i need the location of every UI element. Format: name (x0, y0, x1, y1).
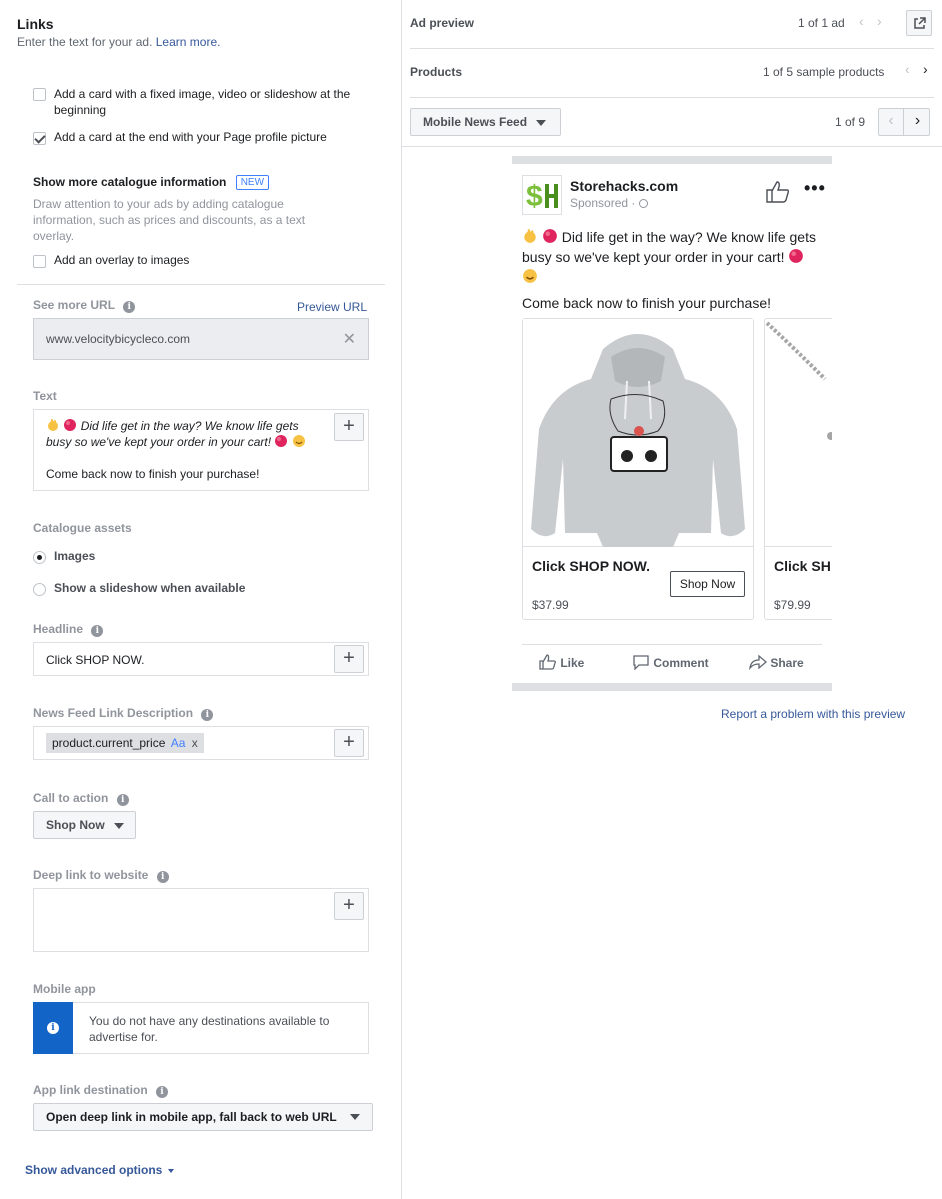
post-line-1-text: Did life get in the way? We know life gets (561, 229, 816, 245)
info-icon[interactable]: i (91, 625, 103, 637)
catalogue-description: Draw attention to your ads by adding catalogue information, such as prices and discounts, as a text overlay. (33, 197, 306, 243)
slideshow-radio-label: Show a slideshow when available (54, 581, 246, 595)
frame-top-bar (512, 156, 832, 164)
prev-ad-chevron-icon[interactable]: ‹ (859, 13, 864, 29)
products-count: 1 of 5 sample products (763, 65, 885, 79)
info-icon[interactable]: i (123, 301, 135, 313)
overlay-label: Add an overlay to images (54, 253, 190, 267)
ad-preview-panel (402, 0, 942, 1199)
post-line-3: Come back now to finish your purchase! (522, 295, 772, 311)
comment-icon (632, 654, 650, 670)
card-headline: Click SHOP NOW. (532, 558, 650, 574)
card-price: $79.99 (774, 598, 811, 612)
catalogue-assets-label: Catalogue assets (33, 521, 132, 535)
fixed-card-label: Add a card with a fixed image, video or slideshow at the beginning (54, 87, 351, 117)
sponsored-text: Sponsored · (570, 196, 636, 210)
slideshow-radio[interactable] (33, 583, 46, 596)
mobile-app-message: You do not have any destinations available to advertise for. (89, 1014, 330, 1044)
mobile-app-label: Mobile app (33, 982, 96, 996)
frame-bottom-bar (512, 683, 832, 691)
mobile-app-notice (33, 1002, 369, 1054)
deep-link-label (33, 868, 169, 883)
deep-link-input[interactable] (33, 888, 369, 952)
card-headline: Click SH (774, 558, 831, 574)
product-image[interactable] (523, 319, 753, 547)
text-line-3: Come back now to finish your purchase! (46, 467, 260, 481)
card-price: $37.99 (532, 598, 569, 612)
wave-emoji-icon (522, 228, 538, 248)
app-link-label (33, 1083, 168, 1098)
headline-input[interactable] (33, 642, 369, 676)
storehacks-logo-icon (523, 176, 561, 214)
thumbs-up-icon[interactable] (765, 180, 791, 207)
smile-emoji-icon (292, 434, 306, 452)
page-logo[interactable] (522, 175, 562, 215)
page-name[interactable]: Storehacks.com (570, 178, 679, 194)
cta-value: Shop Now (46, 818, 105, 832)
token-remove-icon[interactable]: x (191, 736, 198, 750)
clear-icon[interactable]: ✕ (342, 331, 356, 348)
catalogue-heading (33, 175, 269, 190)
learn-more-link[interactable]: Learn more. (155, 35, 221, 49)
info-icon: i (47, 1022, 59, 1034)
comment-action[interactable] (632, 654, 709, 670)
cta-label (33, 791, 129, 806)
add-button[interactable]: + (334, 892, 364, 920)
images-radio-label: Images (54, 549, 96, 563)
placement-count: 1 of 9 (835, 115, 866, 129)
fixed-card-checkbox[interactable] (33, 88, 46, 101)
info-icon[interactable]: i (157, 871, 169, 883)
chevron-down-icon (114, 823, 124, 829)
divider (17, 284, 385, 285)
headline-value: Click SHOP NOW. (46, 653, 145, 667)
products-label: Products (410, 65, 463, 79)
text-line-2-value: busy so we've kept your order in your cart! (46, 435, 272, 449)
placement-dropdown[interactable] (410, 108, 561, 136)
overlay-checkbox[interactable] (33, 255, 46, 268)
app-link-value: Open deep link in mobile app, fall back to web URL (46, 1110, 337, 1124)
link-description-label (33, 706, 213, 721)
shop-now-button[interactable]: Shop Now (670, 571, 745, 597)
like-icon (539, 654, 557, 670)
post-line-2-text: busy so we've kept your order in your cart! (522, 249, 785, 265)
sponsored-label (570, 196, 648, 210)
product-price-token[interactable] (46, 733, 204, 753)
carousel-card[interactable] (522, 318, 754, 620)
next-placement-chevron-icon[interactable]: › (914, 112, 921, 129)
stop-emoji-icon (274, 434, 288, 452)
cta-dropdown[interactable] (33, 811, 136, 839)
add-button[interactable]: + (334, 645, 364, 673)
globe-icon (639, 199, 648, 208)
see-more-url-label-text: See more URL (33, 298, 115, 312)
url-value: www.velocitybicycleco.com (46, 332, 191, 346)
divider (410, 97, 934, 98)
product-image[interactable] (765, 319, 832, 547)
chevron-down-icon (350, 1114, 360, 1120)
comment-label: Comment (653, 656, 709, 670)
info-icon[interactable]: i (156, 1086, 168, 1098)
post-text (522, 228, 827, 312)
prev-placement-chevron-icon[interactable]: ‹ (879, 109, 904, 135)
text-field[interactable] (33, 409, 369, 491)
chevron-down-icon (168, 1169, 174, 1173)
headline-label-text: Headline (33, 622, 84, 636)
subtitle-text: Enter the text for your ad. (17, 35, 153, 49)
divider (402, 146, 942, 147)
stop-emoji-icon (542, 228, 558, 248)
divider (410, 48, 934, 49)
next-product-chevron-icon[interactable]: › (923, 61, 928, 77)
text-label: Text (33, 389, 57, 403)
svg-text:$: $ (526, 180, 543, 213)
end-card-label: Add a card at the end with your Page profile picture (54, 130, 327, 144)
share-icon (749, 654, 767, 670)
images-radio[interactable] (33, 551, 46, 564)
link-description-input[interactable] (33, 726, 369, 760)
share-label: Share (770, 656, 804, 670)
new-badge: NEW (236, 175, 269, 190)
prev-product-chevron-icon[interactable]: ‹ (905, 61, 910, 77)
catalogue-heading-text: Show more catalogue information (33, 175, 227, 189)
chain-image-icon (765, 319, 832, 459)
link-description-label-text: News Feed Link Description (33, 706, 194, 720)
links-title: Links (17, 16, 54, 32)
post-line-2 (522, 248, 827, 268)
carousel-card[interactable] (764, 318, 832, 620)
text-line-1-value: Did life get in the way? We know life gets (80, 419, 299, 433)
app-link-dropdown[interactable] (33, 1103, 373, 1131)
like-label: Like (560, 656, 585, 670)
headline-label (33, 622, 103, 637)
mobile-ad-frame (512, 156, 832, 691)
share-action[interactable] (749, 654, 804, 670)
external-link-icon (913, 17, 926, 30)
token-format-icon[interactable]: Aa (170, 736, 186, 750)
info-icon[interactable]: i (117, 794, 129, 806)
token-text: product.current_price (52, 736, 166, 750)
text-line-2 (46, 434, 336, 452)
links-subtitle (17, 35, 220, 49)
add-button[interactable]: + (334, 729, 364, 757)
see-more-url-label (33, 298, 135, 313)
see-more-url-input[interactable] (33, 318, 369, 360)
preview-url-link[interactable]: Preview URL (297, 300, 368, 314)
advanced-options-link[interactable] (25, 1163, 174, 1177)
placement-pager (878, 108, 930, 136)
stop-emoji-icon (788, 248, 804, 268)
add-button[interactable]: + (334, 413, 364, 441)
chevron-down-icon (536, 120, 546, 126)
ad-count: 1 of 1 ad (798, 16, 845, 30)
app-link-label-text: App link destination (33, 1083, 148, 1097)
more-options-icon[interactable]: ••• (804, 178, 826, 198)
divider (522, 644, 822, 645)
advanced-options-text: Show advanced options (25, 1163, 163, 1177)
end-card-checkbox[interactable] (33, 132, 46, 145)
smile-emoji-icon (522, 268, 538, 288)
links-panel (0, 0, 402, 1199)
hoodie-image-icon (523, 319, 753, 547)
like-action[interactable] (539, 654, 584, 670)
open-external-button[interactable] (906, 10, 932, 36)
report-problem-link[interactable]: Report a problem with this preview (721, 707, 906, 721)
placement-value: Mobile News Feed (423, 115, 528, 129)
post-line-1 (522, 228, 827, 248)
info-banner-strip (33, 1002, 73, 1054)
next-ad-chevron-icon[interactable]: › (877, 13, 882, 29)
deep-link-label-text: Deep link to website (33, 868, 149, 882)
post-line-2b (522, 268, 827, 288)
cta-label-text: Call to action (33, 791, 109, 805)
info-icon[interactable]: i (201, 709, 213, 721)
ad-preview-label: Ad preview (410, 16, 475, 30)
